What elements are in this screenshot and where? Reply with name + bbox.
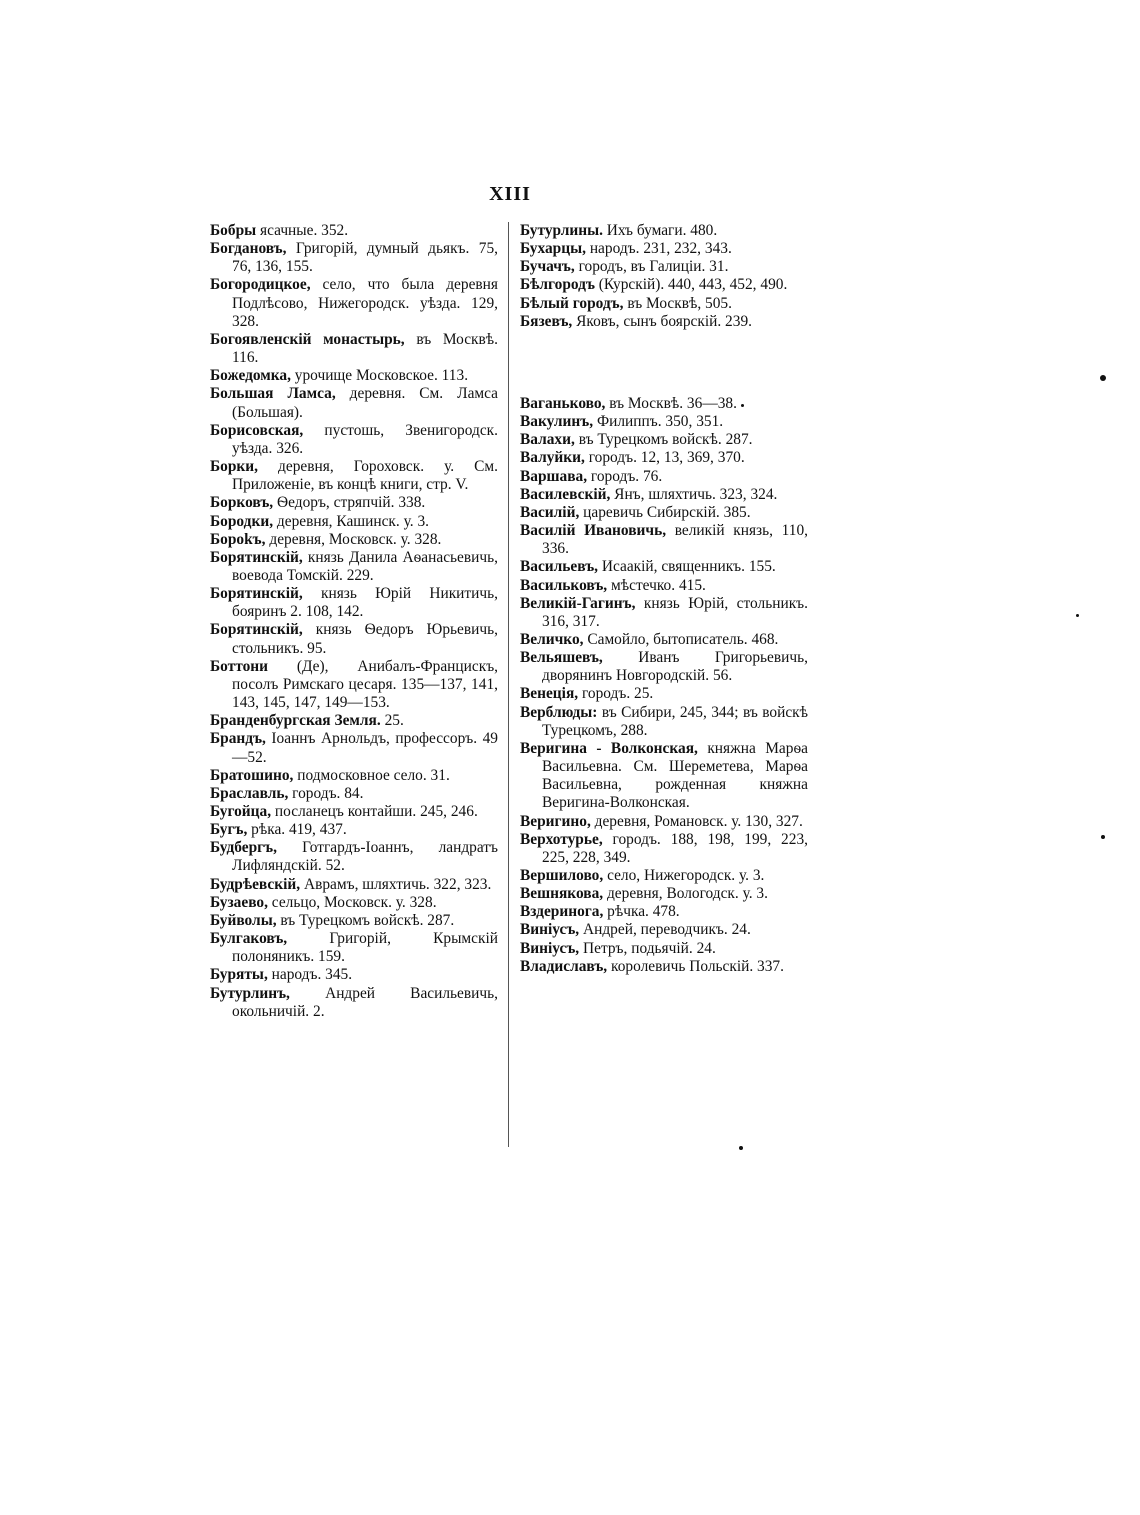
index-entry bbox=[520, 813, 808, 831]
entry-text: царевичь Сибирскій. 385. bbox=[579, 503, 751, 521]
index-entry bbox=[210, 894, 498, 912]
index-entry bbox=[520, 903, 808, 921]
entry-text: деревня, Московск. у. 328. bbox=[265, 530, 442, 548]
entry-headword: Борисовская, bbox=[210, 421, 304, 439]
entry-headword: Васильковъ, bbox=[520, 576, 608, 594]
entry-text: городъ, въ Галиціи. 31. bbox=[574, 258, 729, 276]
entry-headword: Боттони bbox=[210, 657, 269, 675]
index-entry bbox=[210, 658, 498, 712]
index-entry bbox=[520, 704, 808, 740]
entry-headword: Бухарцы, bbox=[520, 240, 586, 258]
entry-text: великій князь, 110, 336. bbox=[542, 522, 808, 558]
entry-headword: Бузаево, bbox=[210, 893, 268, 911]
entry-headword: Борковъ, bbox=[210, 494, 274, 512]
entry-text: народъ. 231, 232, 343. bbox=[585, 240, 732, 258]
entry-text: городъ. 12, 13, 369, 370. bbox=[584, 449, 745, 467]
scan-speck bbox=[1076, 614, 1079, 617]
index-entry bbox=[520, 522, 808, 558]
entry-headword: Василевскій, bbox=[520, 485, 611, 503]
entry-headword: Васильевъ, bbox=[520, 558, 599, 576]
entry-headword: Богоявленскій монастырь, bbox=[210, 330, 405, 348]
index-entry bbox=[210, 222, 498, 240]
scan-speck bbox=[1101, 835, 1105, 839]
entry-headword: Бутурлины. bbox=[520, 222, 603, 239]
index-entry bbox=[520, 240, 808, 258]
index-entry bbox=[210, 240, 498, 276]
entry-text: въ Москвѣ, 505. bbox=[623, 294, 732, 312]
entry-text: деревня, Вологодск. у. 3. bbox=[603, 885, 768, 903]
entry-headword: Бороkъ, bbox=[210, 530, 266, 548]
entry-text: (Де), Анибалъ-Францискъ, посолъ Римскаго цесаря. 135—137, 141, 143, 145, 147, 149—153. bbox=[232, 657, 498, 712]
entry-headword: Буйволы, bbox=[210, 911, 277, 929]
entry-headword: Веригина - Волконская, bbox=[520, 739, 698, 757]
entry-headword: Вакулинъ, bbox=[520, 413, 594, 431]
entry-headword: Василій, bbox=[520, 503, 580, 521]
index-entry bbox=[520, 222, 808, 240]
index-entry bbox=[210, 821, 498, 839]
index-group-b bbox=[520, 222, 808, 331]
entry-headword: Вельяшевъ, bbox=[520, 649, 603, 667]
entry-text: подмосковное село. 31. bbox=[293, 766, 450, 784]
index-entry bbox=[210, 803, 498, 821]
entry-headword: Валуйки, bbox=[520, 449, 585, 467]
entry-text: Филиппъ. 350, 351. bbox=[593, 413, 724, 431]
index-entry bbox=[210, 876, 498, 894]
index-entry bbox=[210, 985, 498, 1021]
entry-headword: Вешнякова, bbox=[520, 885, 604, 903]
index-entry bbox=[520, 631, 808, 649]
index-entry bbox=[210, 513, 498, 531]
entry-text: Исаакій, священникъ. 155. bbox=[598, 558, 776, 576]
entry-text: Андрей Васильевичь, окольничій. 2. bbox=[232, 984, 498, 1020]
entry-text: въ Сибири, 245, 344; въ войскѣ Турецкомъ, 288. bbox=[542, 703, 808, 739]
entry-headword: Борятинскій, bbox=[210, 585, 303, 603]
entry-text: село, что была деревня Подлѣсово, Нижегородск. уѣзда. 129, 328. bbox=[232, 276, 498, 330]
index-entry bbox=[520, 504, 808, 522]
entry-text: Григорій, думный дьякъ. 75, 76, 136, 155. bbox=[232, 240, 498, 276]
index-entry bbox=[210, 549, 498, 585]
index-entry bbox=[520, 740, 808, 813]
entry-headword: Браславль, bbox=[210, 784, 289, 802]
entry-text: Аврамъ, шляхтичь. 322, 323. bbox=[300, 875, 492, 893]
index-entry bbox=[520, 558, 808, 576]
index-entry bbox=[520, 313, 808, 331]
entry-text: Иванъ Григорьевичь, дворянинъ Новгородскій. 56. bbox=[542, 649, 808, 685]
entry-headword: Варшава, bbox=[520, 467, 588, 485]
entry-text: сельцо, Московск. у. 328. bbox=[267, 893, 437, 911]
entry-text: городъ. 84. bbox=[288, 784, 364, 802]
entry-headword: Василій Ивановичь, bbox=[520, 522, 667, 540]
entry-headword: Бутурлинъ, bbox=[210, 984, 290, 1002]
index-entry bbox=[520, 295, 808, 313]
entry-headword: Великій-Гагинъ, bbox=[520, 594, 636, 612]
entry-headword: Венеція, bbox=[520, 685, 579, 703]
index-entry bbox=[520, 595, 808, 631]
entry-headword: Веригино, bbox=[520, 812, 591, 830]
entry-headword: Бородки, bbox=[210, 512, 274, 530]
index-entry bbox=[210, 966, 498, 984]
entry-headword: Борки, bbox=[210, 458, 259, 476]
index-entry bbox=[520, 468, 808, 486]
entry-headword: Будбергъ, bbox=[210, 839, 277, 857]
entry-text: Петръ, подьячій. 24. bbox=[579, 939, 716, 957]
entry-headword: Ваганьково, bbox=[520, 394, 606, 412]
entry-text: князь Юрій, стольникъ. 316, 317. bbox=[542, 594, 808, 630]
entry-text: Яковъ, сынъ боярскій. 239. bbox=[572, 312, 752, 330]
index-entry bbox=[210, 494, 498, 512]
entry-text: деревня, Гороховск. у. См. Приложеніе, въ концѣ книги, стр. V. bbox=[232, 458, 498, 494]
entry-text: въ Турецкомъ войскѣ. 287. bbox=[574, 431, 753, 449]
section-gap bbox=[520, 331, 808, 395]
entry-text: въ Москвѣ. 116. bbox=[232, 330, 498, 367]
entry-headword: Бугъ, bbox=[210, 821, 248, 839]
entry-text: рѣчка. 478. bbox=[603, 903, 680, 921]
entry-text: Готгардъ-Іоаннъ, ландратъ Лифляндскій. 52. bbox=[232, 839, 498, 875]
entry-text: (Курскій). 440, 443, 452, 490. bbox=[594, 276, 788, 294]
index-entry bbox=[520, 921, 808, 939]
entry-headword: Бугойца, bbox=[210, 803, 272, 820]
entry-text: въ Москвѣ. 36—38. bbox=[605, 394, 737, 412]
entry-text: посланецъ контайши. 245, 246. bbox=[271, 803, 478, 820]
index-entry bbox=[210, 621, 498, 657]
entry-text: городъ. 25. bbox=[578, 685, 654, 703]
entry-text: въ Турецкомъ войскѣ. 287. bbox=[276, 911, 455, 929]
entry-headword: Бѣлгородъ bbox=[520, 276, 595, 294]
entry-headword: Большая Ламса, bbox=[210, 385, 336, 403]
entry-headword: Владиславъ, bbox=[520, 957, 608, 975]
entry-text: село, Нижегородск. у. 3. bbox=[603, 867, 765, 884]
entry-text: пустошь, Звенигородск. уѣзда. 326. bbox=[232, 421, 498, 457]
index-entry bbox=[210, 712, 498, 730]
index-entry bbox=[520, 831, 808, 867]
entry-headword: Бучачъ, bbox=[520, 258, 575, 276]
entry-text: Янъ, шляхтичь. 323, 324. bbox=[610, 485, 778, 503]
index-column-right bbox=[520, 222, 808, 976]
entry-headword: Борятинскій, bbox=[210, 621, 303, 639]
entry-text: Григорій, Крымскій полоняникъ. 159. bbox=[232, 930, 498, 966]
index-entry bbox=[210, 531, 498, 549]
entry-headword: Бранденбургская Земля. bbox=[210, 712, 381, 730]
index-entry bbox=[210, 912, 498, 930]
index-entry bbox=[520, 395, 808, 413]
entry-text: князь Данила Аѳанасьевичь, воевода Томскій. 229. bbox=[232, 548, 498, 584]
entry-text: королевичь Польскій. 337. bbox=[607, 957, 784, 975]
entry-text: народъ. 345. bbox=[267, 966, 353, 984]
entry-headword: Вздеринога, bbox=[520, 903, 604, 921]
entry-headword: Величко, bbox=[520, 630, 584, 648]
entry-headword: Валахи, bbox=[520, 431, 575, 449]
scan-speck bbox=[1100, 375, 1106, 381]
entry-headword: Богдановъ, bbox=[210, 240, 287, 258]
entry-text: Ихъ бумаги. 480. bbox=[602, 222, 718, 239]
entry-text: мѣстечко. 415. bbox=[607, 576, 706, 594]
entry-headword: Брандъ, bbox=[210, 730, 266, 748]
entry-headword: Бобры bbox=[210, 222, 257, 239]
entry-text: деревня, Романовск. у. 130, 327. bbox=[590, 812, 803, 830]
index-entry bbox=[520, 413, 808, 431]
index-entry bbox=[520, 431, 808, 449]
index-entry bbox=[210, 422, 498, 458]
index-entry bbox=[210, 767, 498, 785]
index-entry bbox=[520, 649, 808, 685]
index-entry bbox=[210, 385, 498, 421]
entry-text: 25. bbox=[380, 712, 404, 730]
index-entry bbox=[520, 577, 808, 595]
entry-text: Самойло, бытописатель. 468. bbox=[583, 630, 779, 648]
index-entry bbox=[210, 930, 498, 966]
entry-headword: Виніусъ, bbox=[520, 921, 580, 939]
entry-text: урочище Московское. 113. bbox=[290, 367, 469, 385]
entry-text: князь Юрій Никитичь, бояринъ 2. 108, 142. bbox=[232, 585, 498, 621]
entry-headword: Верхотурье, bbox=[520, 830, 603, 848]
entry-text: княжна Марѳа Васильевна. См. Шереметева, Марѳа Васильевна, рожденная княжна Веригина-Волконская. bbox=[542, 739, 808, 812]
entry-headword: Вершилово, bbox=[520, 867, 604, 884]
entry-text: рѣка. 419, 437. bbox=[247, 821, 347, 839]
entry-headword: Виніусъ, bbox=[520, 939, 580, 957]
entry-headword: Богородицкое, bbox=[210, 276, 311, 294]
index-entry bbox=[210, 331, 498, 367]
entry-headword: Бязевъ, bbox=[520, 312, 573, 330]
entry-headword: Бѣлый городъ, bbox=[520, 294, 624, 312]
index-group-v bbox=[520, 395, 808, 976]
index-entry bbox=[520, 258, 808, 276]
entry-text: Ѳедоръ, стряпчій. 338. bbox=[273, 494, 426, 512]
page-number: XIII bbox=[489, 183, 531, 205]
index-entry bbox=[210, 458, 498, 494]
index-entry bbox=[520, 486, 808, 504]
index-entry bbox=[520, 958, 808, 976]
index-entry bbox=[520, 867, 808, 885]
entry-text: деревня, Кашинск. у. 3. bbox=[273, 512, 429, 530]
entry-text: городъ. 76. bbox=[587, 467, 663, 485]
index-entry bbox=[210, 730, 498, 766]
index-entry bbox=[210, 585, 498, 621]
entry-headword: Верблюды: bbox=[520, 703, 598, 721]
entry-headword: Братошино, bbox=[210, 766, 294, 784]
column-divider bbox=[508, 222, 509, 1147]
entry-headword: Булгаковъ, bbox=[210, 930, 288, 948]
index-entry bbox=[210, 839, 498, 875]
entry-headword: Борятинскій, bbox=[210, 548, 303, 566]
entry-text: Андрей, переводчикъ. 24. bbox=[579, 921, 751, 939]
index-entry bbox=[520, 449, 808, 467]
scan-speck bbox=[741, 404, 744, 407]
entry-text: Іоаннъ Арнольдъ, профессоръ. 49—52. bbox=[232, 730, 498, 766]
index-entry bbox=[520, 940, 808, 958]
index-entry bbox=[210, 785, 498, 803]
scan-speck bbox=[739, 1146, 743, 1150]
entry-text: городъ. 188, 198, 199, 223, 225, 228, 349. bbox=[542, 830, 808, 866]
index-entry bbox=[210, 367, 498, 385]
index-entry bbox=[520, 685, 808, 703]
index-column-left bbox=[210, 222, 498, 1021]
index-entry bbox=[520, 885, 808, 903]
entry-headword: Будрѣевскій, bbox=[210, 875, 301, 893]
entry-text: князь Ѳедоръ Юрьевичь, стольникъ. 95. bbox=[232, 621, 498, 657]
index-entry bbox=[210, 276, 498, 330]
entry-headword: Божедомка, bbox=[210, 367, 291, 385]
index-entry bbox=[520, 276, 808, 294]
entry-text: ясачные. 352. bbox=[256, 222, 349, 239]
entry-text: деревня. См. Ламса (Большая). bbox=[232, 385, 499, 421]
entry-headword: Буряты, bbox=[210, 966, 268, 984]
